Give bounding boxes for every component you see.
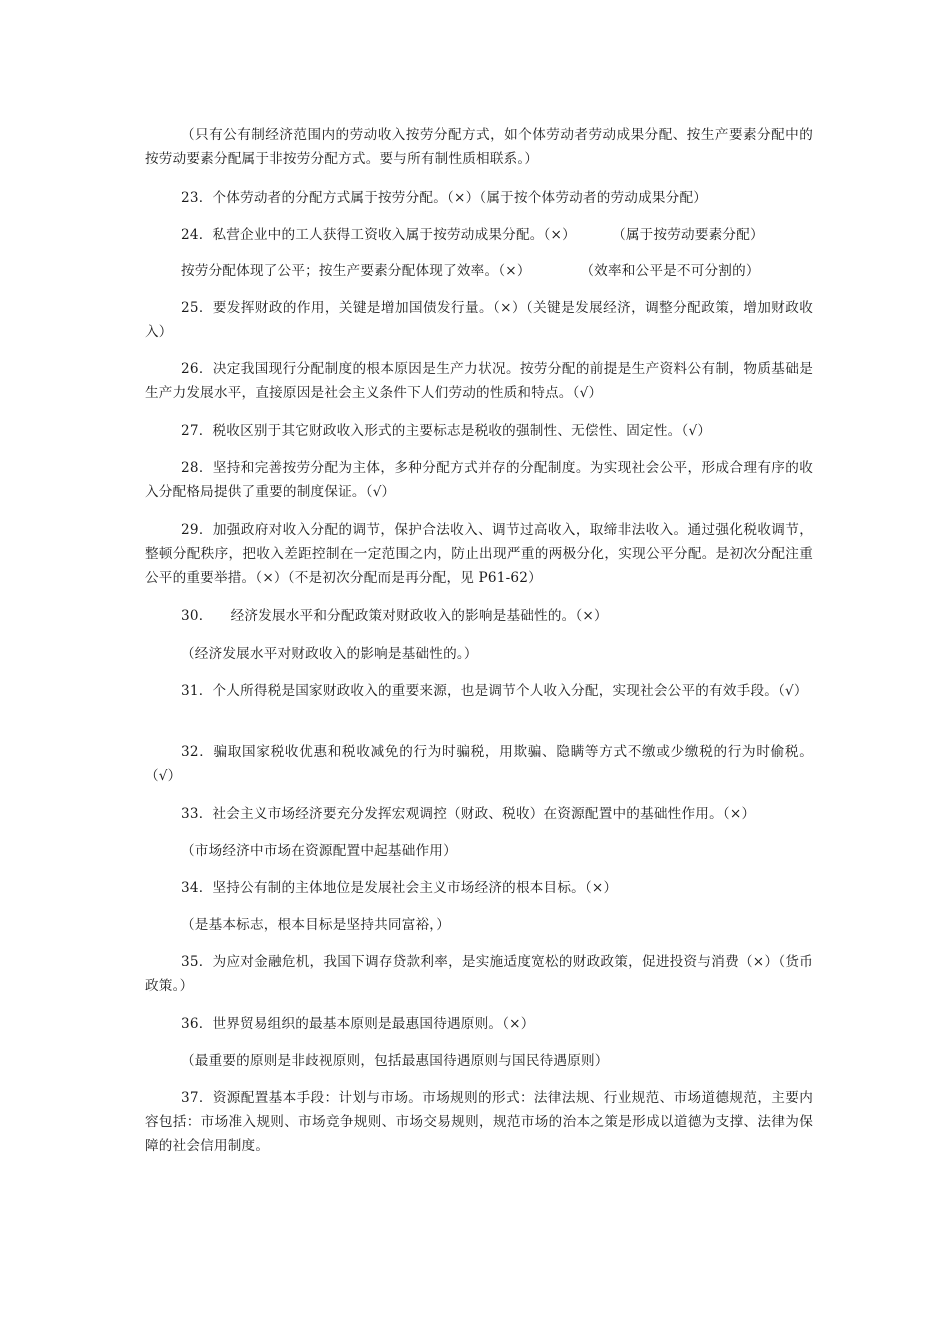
paragraph-text: 23．个体劳动者的分配方式属于按劳分配。（×）（属于按个体劳动者的劳动成果分配） [181,190,708,206]
paragraph-text: 24．私营企业中的工人获得工资收入属于按劳动成果分配。（×） （属于按劳动要素分配） [181,227,764,243]
paragraph-text: （经济发展水平对财政收入的影响是基础性的。） [181,646,478,662]
paragraph-text: 35．为应对金融危机，我国下调存贷款利率，是实施适度宽松的财政政策，促进投资与消费（×）（货币政策。） [145,954,813,994]
paragraph-37 [145,1086,813,1158]
paragraph-text: 25．要发挥财政的作用，关键是增加国债发行量。（×）（关键是发展经济，调整分配政策，增加财政收入） [145,300,813,340]
paragraph-32 [145,740,813,788]
paragraph-28 [145,456,813,504]
paragraph-36 [145,1012,813,1036]
paragraph-intro-note [145,123,813,171]
paragraph-23 [145,186,813,210]
paragraph-text: 36．世界贸易组织的最基本原则是最惠国待遇原则。（×） [181,1016,535,1032]
paragraph-text: 26．决定我国现行分配制度的根本原因是生产力状况。按劳分配的前提是生产资料公有制，物质基础是生产力发展水平，直接原因是社会主义条件下人们劳动的性质和特点。（√） [145,361,813,401]
paragraph-34 [145,876,813,900]
paragraph-30-note [145,642,813,666]
paragraph-text: 按劳分配体现了公平；按生产要素分配体现了效率。（×） （效率和公平是不可分割的） [181,263,760,279]
paragraph-36-note [145,1049,813,1073]
paragraph-text: （只有公有制经济范围内的劳动收入按劳分配方式，如个体劳动者劳动成果分配、按生产要素分配中的按劳动要素分配属于非按劳分配方式。要与所有制性质相联系。） [145,127,813,167]
paragraph-text: 34．坚持公有制的主体地位是发展社会主义市场经济的根本目标。（×） [181,880,618,896]
paragraph-text: 30． 经济发展水平和分配政策对财政收入的影响是基础性的。（×） [181,608,608,624]
paragraph-33-note [145,839,813,863]
paragraph-27 [145,419,813,443]
paragraph-text: （最重要的原则是非歧视原则，包括最惠国待遇原则与国民待遇原则） [181,1053,609,1069]
paragraph-24-note [145,259,813,283]
paragraph-text: 32．骗取国家税收优惠和税收减免的行为时骗税，用欺骗、隐瞒等方式不缴或少缴税的行为时偷税。（√） [145,744,813,784]
paragraph-text: 37．资源配置基本手段：计划与市场。市场规则的形式：法律法规、行业规范、市场道德规范，主要内容包括：市场准入规则、市场竞争规则、市场交易规则，规范市场的治本之策是形成以道德为支撑、法律为保障的社会信用制度。 [145,1090,813,1154]
paragraph-text: 33．社会主义市场经济要充分发挥宏观调控（财政、税收）在资源配置中的基础性作用。（×） [181,806,756,822]
paragraph-text: 29．加强政府对收入分配的调节，保护合法收入、调节过高收入，取缔非法收入。通过强化税收调节，整顿分配秩序，把收入差距控制在一定范围之内，防止出现严重的两极分化，实现公平分配。是初次分配注重公平的重要举措。（×）（不是初次分配而是再分配，见 P61-62） [145,522,813,586]
paragraph-34-note [145,913,813,937]
paragraph-30 [145,604,813,628]
paragraph-25 [145,296,813,344]
paragraph-31 [145,679,813,703]
paragraph-text: （市场经济中市场在资源配置中起基础作用） [181,843,457,859]
paragraph-text: 31．个人所得税是国家财政收入的重要来源，也是调节个人收入分配，实现社会公平的有效手段。（√） [181,683,808,699]
paragraph-text: （是基本标志，根本目标是坚持共同富裕，） [181,917,451,933]
paragraph-26 [145,357,813,405]
paragraph-text: 28．坚持和完善按劳分配为主体，多种分配方式并存的分配制度。为实现社会公平，形成合理有序的收入分配格局提供了重要的制度保证。（√） [145,460,813,500]
paragraph-33 [145,802,813,826]
paragraph-24 [145,223,813,247]
paragraph-text: 27．税收区别于其它财政收入形式的主要标志是税收的强制性、无偿性、固定性。（√） [181,423,712,439]
paragraph-35 [145,950,813,998]
paragraph-29 [145,518,813,590]
